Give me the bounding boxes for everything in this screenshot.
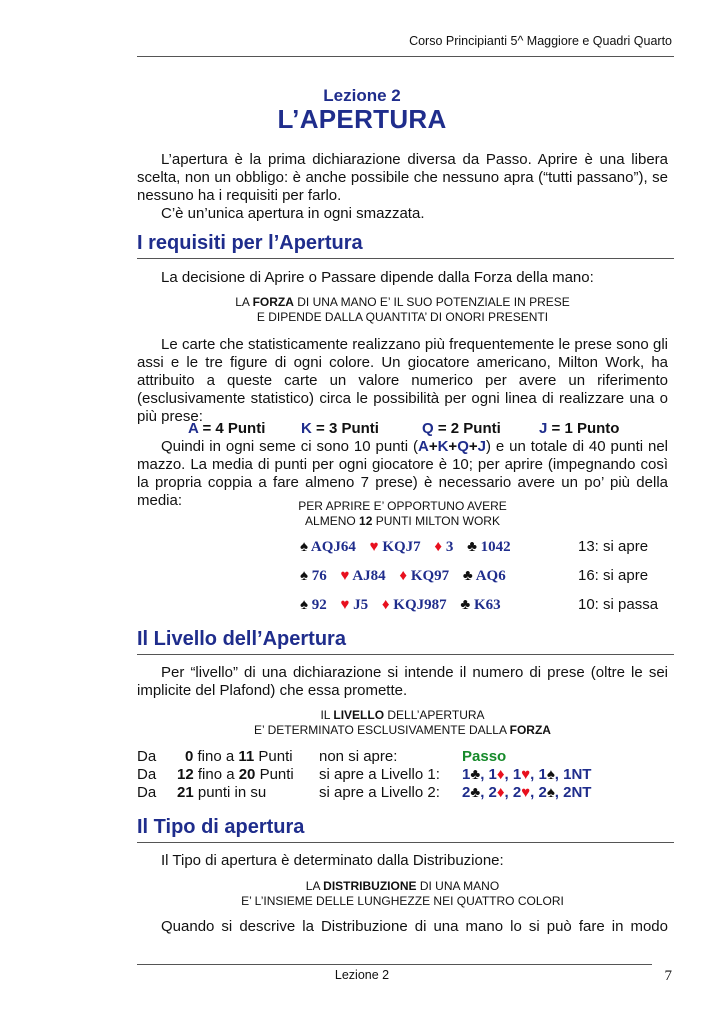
level-2-bids: 2♣, 2♦, 2♥, 2♠, 2NT	[462, 784, 592, 801]
level-row-desc: non si apre:	[319, 748, 398, 765]
page-title: L’APERTURA	[277, 104, 447, 134]
level-1-bids: 1♣, 1♦, 1♥, 1♠, 1NT	[462, 766, 592, 783]
points-jack: J = 1 Punto	[539, 420, 620, 437]
diamond-icon: ♦	[381, 597, 390, 613]
intro-paragraph: L’apertura è la prima dichiarazione diversa da Passo. Aprire è una libera scelta, non un obbligo: è anche possibile che nessuno apra (“tutti passano”), se nessuno ha i requisiti per farlo.	[137, 151, 668, 204]
section-paragraph: La decisione di Aprire o Passare dipende dalla Forza della mano:	[161, 269, 594, 286]
rule-box-apertura: PER APRIRE E’ OPPORTUNO AVERE ALMENO 12 PUNTI MILTON WORK	[298, 499, 507, 528]
club-icon: ♣	[470, 784, 481, 801]
hand-result: 10: si passa	[578, 596, 659, 613]
diamond-icon: ♦	[496, 784, 505, 801]
rule-box-distribuzione: LA DISTRIBUZIONE DI UNA MANO E’ L’INSIEME DELLE LUNGHEZZE NEI QUATTRO COLORI	[241, 879, 564, 908]
spade-icon: ♠	[300, 597, 308, 613]
section-heading-livello: Il Livello dell’Apertura	[137, 628, 674, 655]
hand-example: ♠ 76 ♥ AJ84 ♦ KQ97 ♣ AQ6	[300, 568, 506, 584]
points-queen: Q = 2 Punti	[422, 420, 501, 437]
points-ace: A = 4 Punti	[188, 420, 266, 437]
page-number: 7	[664, 968, 672, 984]
lesson-label: Lezione 2	[323, 86, 401, 105]
intro-paragraph-2: C’è un’unica apertura in ogni smazzata.	[161, 205, 425, 222]
club-icon: ♣	[462, 568, 473, 584]
heart-icon: ♥	[369, 539, 379, 555]
footer-rule	[137, 964, 652, 965]
level-row-range: 12 fino a 20 Punti	[177, 766, 294, 783]
running-header: Corso Principianti 5^ Maggiore e Quadri Quarto	[409, 34, 672, 48]
diamond-icon: ♦	[434, 539, 443, 555]
diamond-icon: ♦	[399, 568, 408, 584]
diamond-icon: ♦	[496, 766, 505, 783]
level-row-da: Da	[137, 766, 157, 783]
heart-icon: ♥	[521, 766, 531, 783]
hand-example: ♠ AQJ64 ♥ KQJ7 ♦ 3 ♣ 1042	[300, 539, 511, 555]
heart-icon: ♥	[521, 784, 531, 801]
level-row-range: 21 punti in su	[177, 784, 267, 801]
rule-box-livello: IL LIVELLO DELL’APERTURA E’ DETERMINATO ESCLUSIVAMENTE DALLA FORZA	[254, 708, 551, 737]
level-row-da: Da	[137, 748, 157, 765]
section-heading-requisiti: I requisiti per l’Apertura	[137, 232, 674, 259]
spade-icon: ♠	[546, 766, 555, 783]
section-paragraph-2: Quando si descrive la Distribuzione di una mano lo si può fare in modo	[161, 918, 668, 935]
spade-icon: ♠	[300, 568, 308, 584]
level-row-range: 0 fino a 11 Punti	[185, 748, 293, 765]
hand-result: 16: si apre	[578, 567, 649, 584]
section-paragraph-3: Quindi in ogni seme ci sono 10 punti (A+K+Q+J) e un totale di 40 punti nel mazzo. La media di punti per ogni giocatore è 10; per aprire (impegnando così la propria coppia a fare almeno 7 prese) è necessario avere un po’ più della media:	[137, 438, 668, 509]
hand-result: 13: si apre	[578, 538, 649, 555]
section-paragraph-2: Le carte che statisticamente realizzano più frequentemente le prese sono gli assi e le tre figure di ogni colore. Un giocatore americano, Milton Work, ha attribuito a queste carte un valore numerico per avere un riferimento (esclusivamente statistico) circa le possibilità per ogni linea di realizzare una o più prese:	[137, 336, 668, 425]
heart-icon: ♥	[340, 597, 350, 613]
hand-example: ♠ 92 ♥ J5 ♦ KQJ987 ♣ K63	[300, 597, 501, 613]
rule-box-forza: LA FORZA DI UNA MANO E’ IL SUO POTENZIALE IN PRESE E DIPENDE DALLA QUANTITA’ DI ONORI PRESENTI	[235, 295, 570, 324]
level-row-desc: si apre a Livello 2:	[319, 784, 440, 801]
spade-icon: ♠	[546, 784, 555, 801]
section-heading-tipo: Il Tipo di apertura	[137, 816, 674, 843]
level-row-da: Da	[137, 784, 157, 801]
level-row-desc: si apre a Livello 1:	[319, 766, 440, 783]
club-icon: ♣	[470, 766, 481, 783]
header-rule	[137, 56, 674, 57]
footer-label: Lezione 2	[334, 968, 390, 982]
section-paragraph: Il Tipo di apertura è determinato dalla Distribuzione:	[161, 852, 504, 869]
club-icon: ♣	[460, 597, 471, 613]
section-paragraph: Per “livello” di una dichiarazione si intende il numero di prese (oltre le sei implicite del Plafond) che essa promette.	[137, 664, 668, 699]
spade-icon: ♠	[300, 539, 308, 555]
points-king: K = 3 Punti	[301, 420, 379, 437]
pass-label: Passo	[462, 748, 507, 765]
club-icon: ♣	[467, 539, 477, 555]
heart-icon: ♥	[340, 568, 350, 584]
